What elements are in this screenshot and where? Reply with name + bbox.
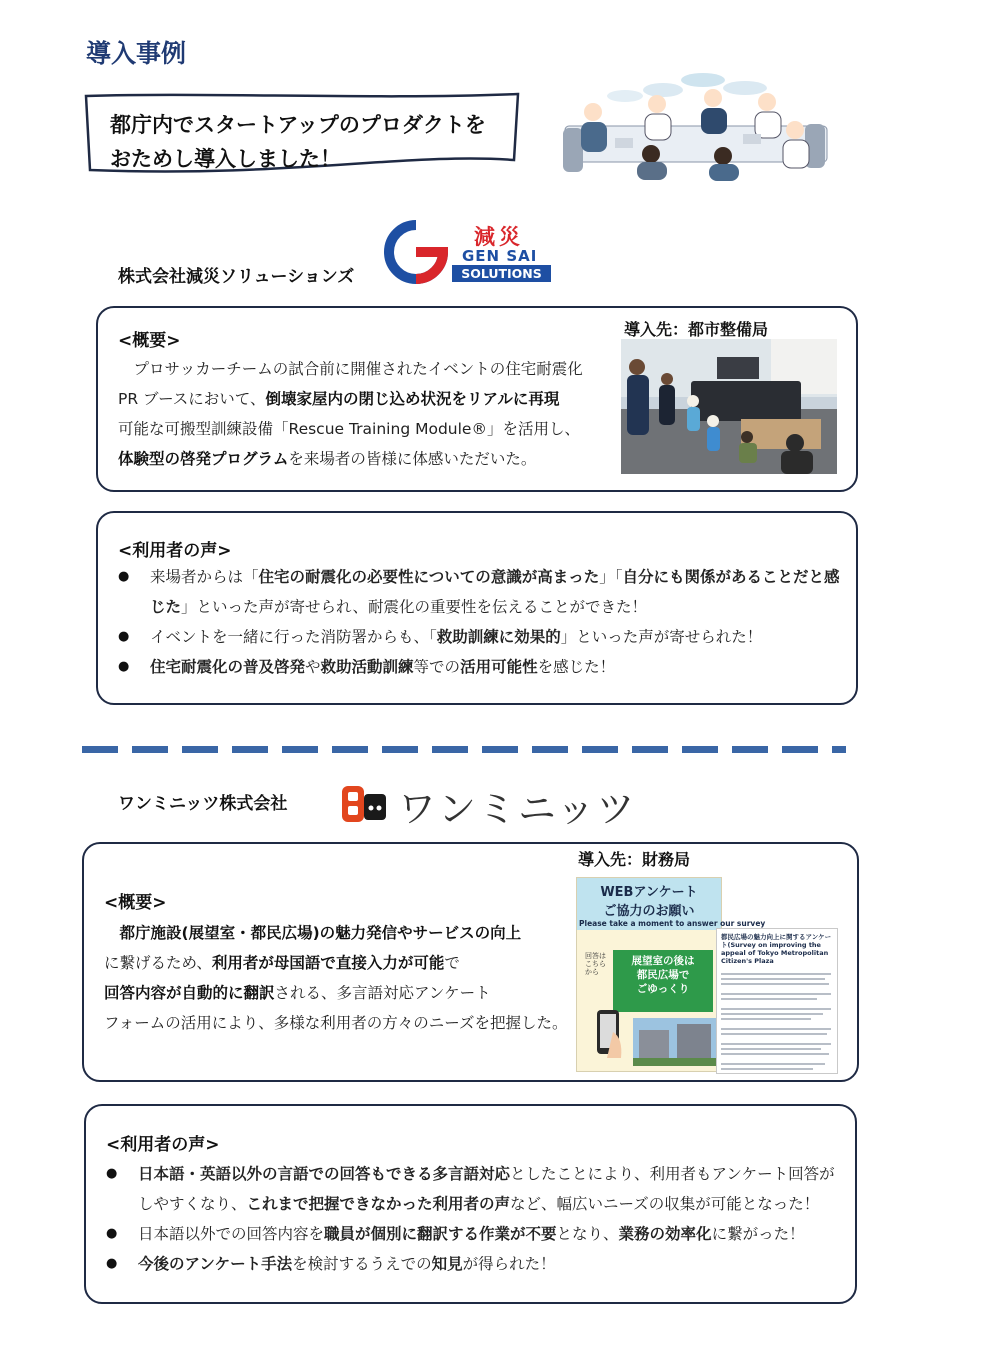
oneminutes-overview-text [104,918,574,1038]
building-photo [633,1018,717,1066]
gensai-overview-text [118,354,608,474]
gensai-logo [386,221,554,283]
gensai-logo-kanji: 減災 [474,225,524,249]
gensai-logo-sub: SOLUTIONS [452,265,551,282]
plain-text: を感じた！ [537,658,616,676]
plain-text: 」「 [599,568,623,586]
gensai-voices-list [114,562,842,682]
plain-text: や [305,658,321,676]
oneminutes-voice-1 [102,1159,840,1219]
survey-document [716,928,838,1074]
gensai-logo-latin: GEN SAI [462,247,538,265]
plain-text: を来場者の皆様に体感いただいた。 [288,450,537,468]
plain-text: 日本語以外での回答内容を [138,1225,325,1243]
section-divider [82,746,846,753]
gensai-overview-line-3 [118,414,608,444]
oneminutes-overview-line-2 [104,948,574,978]
plain-text: が得られた！ [462,1255,556,1273]
survey-poster-green-line-1: 展望室の後は [631,955,695,967]
oneminutes-emblem-icon [340,784,390,824]
oneminutes-voices-heading: <利用者の声> [106,1135,220,1155]
oneminutes-overview-line-3 [104,978,574,1008]
oneminutes-voices-list [102,1159,840,1279]
plain-text: を検討するうえでの [292,1255,432,1273]
gensai-overview-line-1 [118,354,608,384]
company-name-oneminutes: ワンミニッツ株式会社 [118,794,288,814]
plain-text: で [444,954,460,972]
emphasis-text: 救助訓練に効果的 [436,628,561,646]
survey-poster [576,877,766,1072]
emphasis-text: 今後のアンケート手法 [138,1255,293,1273]
emphasis-text: 日本語・英語以外の言語での回答もできる多言語対応 [138,1165,511,1183]
survey-poster-green-line-2: 都民広場で [636,969,690,981]
survey-poster-subtitle: Please take a moment to answer our survey [579,919,766,928]
emphasis-text: これまで把握できなかった利用者の声 [246,1195,511,1213]
gensai-overview-line-4 [118,444,608,474]
plain-text: など、幅広いニーズの収集が可能となった！ [510,1195,820,1213]
gensai-voices-heading: <利用者の声> [118,541,232,561]
gensai-destination: 導入先：都市整備局 [624,320,769,339]
survey-poster-header [577,878,766,930]
plain-text: 」といった声が寄せられた！ [560,628,763,646]
plain-text: フォームの活用により、多様な利用者の方々のニーズを把握した。 [104,1014,568,1032]
gensai-emblem-icon [386,221,446,283]
gensai-overview-heading: <概要> [118,331,181,351]
plain-text: 来場者からは「 [150,568,259,586]
banner-text [110,108,486,176]
emphasis-text: 回答内容が自動的に翻訳 [104,984,275,1002]
meeting-illustration [555,68,835,183]
emphasis-text: 住宅耐震化の普及啓発 [150,658,306,676]
plain-text: としたことにより、利用者もアンケート回答がしやすくなり、 [138,1165,835,1213]
emphasis-text: 活用可能性 [460,658,538,676]
plain-text: PR ブースにおいて、 [118,390,266,408]
emphasis-text: 利用者が母国語で直接入力が可能 [211,954,445,972]
survey-document-title: 都民広場の魅力向上に関するアンケート(Survey on improving the appeal of Tokyo Metropolitan Citizen's Plaza [721,933,832,965]
emphasis-text: 救助活動訓練 [320,658,414,676]
survey-poster-green-line-3: ごゆっくり [636,983,690,995]
plain-text: される、多言語対応アンケート [274,984,491,1002]
plain-text: イベントを一緒に行った消防署からも、「 [150,628,437,646]
gensai-event-photo [621,339,837,474]
oneminutes-overview-heading: <概要> [104,893,167,913]
plain-text: 可能な可搬型訓練設備「Rescue Training Module®」を活用し、 [118,420,580,438]
oneminutes-destination: 導入先：財務局 [578,850,691,869]
emphasis-text: 住宅の耐震化の必要性についての意識が高まった [258,568,600,586]
plain-text: 等での [413,658,461,676]
plain-text: 」といった声が寄せられ、耐震化の重要性を伝えることができた！ [181,598,647,616]
plain-text: に繋げるため、 [104,954,212,972]
survey-poster-title-2: ご協力のお願い [603,904,695,919]
survey-poster-title-1: WEBアンケート [600,885,698,900]
plain-text: プロサッカーチームの試合前に開催されたイベントの住宅耐震化 [118,360,583,378]
emphasis-text: 倒壊家屋内の閉じ込め状況をリアルに再現 [265,390,560,408]
banner-line-2: おためし導入しました！ [110,147,341,171]
emphasis-text: 体験型の啓発プログラム [118,450,289,468]
survey-poster-green-panel [613,950,713,1012]
plain-text: となり、 [556,1225,619,1243]
emphasis-text: 知見 [431,1255,463,1273]
oneminutes-voice-3 [102,1249,840,1279]
survey-document-body [717,969,837,1079]
gensai-voice-3 [114,652,842,682]
survey-poster-side-label: 回答はこちらから [585,952,606,976]
oneminutes-logo-text: ワンミニッツ [398,787,637,831]
gensai-overview-line-2 [118,384,608,414]
plain-text: に繋がった！ [711,1225,805,1243]
emphasis-text: 職員が個別に翻訳する作業が不要 [324,1225,557,1243]
gensai-voice-2 [114,622,842,652]
page-title: 導入事例 [86,39,187,68]
oneminutes-voice-2 [102,1219,840,1249]
oneminutes-overview-line-1 [104,918,574,948]
oneminutes-overview-line-4 [104,1008,574,1038]
gensai-voice-1 [114,562,842,622]
emphasis-text: 業務の効率化 [618,1225,712,1243]
emphasis-text: 自分にも関係があることだと感じた [150,568,840,616]
banner-line-1: 都庁内でスタートアップのプロダクトを [110,113,486,137]
smartphone-icon [591,1004,627,1062]
company-name-gensai: 株式会社減災ソリューションズ [118,267,355,287]
emphasis-text: 都庁施設(展望室・都民広場)の魅力発信やサービスの向上 [104,924,522,942]
